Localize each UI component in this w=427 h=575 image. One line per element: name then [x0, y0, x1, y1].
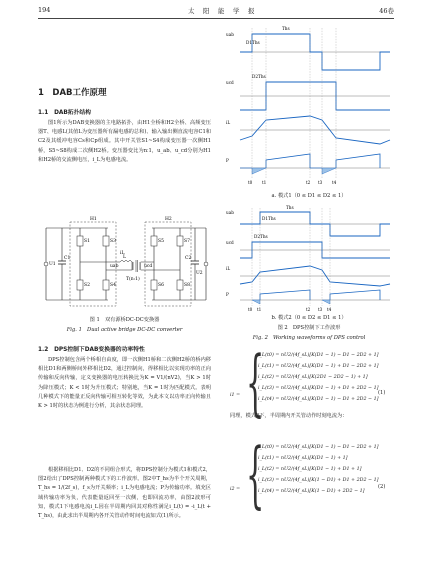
wave-a-ths-label: Ths: [282, 26, 290, 31]
figure-2b-subcaption: b. 模式2（0 ≤ D2 ≤ D1 ≤ 1）: [271, 315, 347, 321]
topology-paragraph: 图1所示为DAB变换器的主电路拓扑，由H1全桥和H2全桥、高频变压器T、电感L(其值L为变压器所有漏电感的总和)、输入输出侧直流电容C1和C2及其缓冲电容Cs和Cp组成。其中开关管S1~S4构成变压器一次侧H1桥，S5~S8构成二次侧H2桥。变压器变比为n∶1，u_ab、u_cd分别为H1和H2桥的交流侧电压，i_L为电感电流。: [38, 120, 211, 163]
equation-1-lhs: i1 =: [230, 393, 241, 398]
wave-a-p-label: P: [226, 158, 229, 163]
label-s7: S7: [184, 239, 190, 244]
equation-2-row: i_L(t1) = nU2/(4f_sL)[K(D1 − 1) + 1]: [258, 456, 348, 461]
figure-2a-subcaption: a. 模式1（0 ≤ D1 ≤ D2 ≤ 1）: [271, 193, 347, 199]
label-s1: S1: [84, 239, 90, 244]
label-s6: S6: [158, 283, 164, 288]
subsection-title-1-1: 1.1 DAB拓扑结构: [38, 110, 91, 116]
wave-b-p-label: P: [226, 292, 229, 297]
wave-b-t3: t3: [318, 307, 323, 312]
label-il: iL: [120, 251, 125, 256]
intro-paragraph: [38, 22, 211, 76]
wave-a-d2-label: D2Ths: [252, 74, 266, 79]
wave-a-t3: t3: [318, 180, 323, 185]
equation-2-number: (2): [378, 484, 386, 490]
wave-a-d1-label: D1Ths: [246, 40, 260, 45]
figure-1-circuit: [40, 214, 210, 312]
label-s2: S2: [84, 283, 90, 288]
wave-b-t2: t2: [306, 307, 311, 312]
label-l: L: [123, 255, 126, 260]
header-rule: [38, 18, 394, 19]
equation-2-rows: [258, 442, 378, 497]
label-s3: S3: [110, 239, 116, 244]
wave-b-ucd-label: ucd: [226, 240, 234, 245]
wave-a-t1: t1: [262, 180, 267, 185]
equation-2-brace: {: [246, 432, 265, 516]
figure-2a-waveforms: [226, 22, 392, 192]
wave-b-ths-label: Ths: [286, 205, 294, 210]
volume-label: 46卷: [379, 7, 394, 15]
figure-2b-waveforms: [226, 204, 392, 312]
label-s4: S4: [110, 283, 116, 288]
wave-a-t4: t4: [332, 180, 337, 185]
equation-1-number: (1): [378, 390, 386, 396]
figure-2-caption-en: Fig. 2 Working waveforms of DPS control: [252, 335, 366, 341]
equation-2-row: i_L(t2) = nU2/(4f_sL)[K(D1 − 1) + D1 + 1]: [258, 467, 362, 472]
figure-1-caption-en: Fig. 1 Dual active bridge DC-DC converter: [66, 327, 183, 333]
wave-b-uab-label: uab: [226, 210, 234, 215]
label-u2: U2: [196, 271, 203, 276]
wave-b-t0: t0: [248, 307, 253, 312]
dps-paragraph-1: DPS控制包含两个桥相自由度，即一次侧H1桥和二次侧H2桥的桥内移相比D1和两侧桥间外移相比D2，通过控制向，得移相比以实现功率的正向传输和反向传输，定义变换器的电压转换比为K = V1/(nV2)，当K > 1时为降压模式；K < 1时为升压模式；特别地，当K = 1时为匹配模式。表明几种模式下的能量正反向传输可相互转化等效，为此本文以功率正向传输且K > 1时的状态为例进行分析，其余状态同理。: [38, 357, 211, 410]
label-s8: S8: [184, 283, 190, 288]
equation-1-rows: [258, 350, 378, 405]
label-transformer: T(n:1): [126, 277, 140, 282]
wave-a-t2: t2: [306, 180, 311, 185]
equation-2-row: i_L(t4) = nU2/(4f_sL)[K(1 − D1) + 2D2 − 1]: [258, 489, 365, 494]
label-ucd: ucd: [144, 264, 153, 269]
subsection-title-1-2: 1.2 DPS控制下DAB变换器的功率特性: [38, 347, 145, 353]
wave-b-t1: t1: [257, 307, 262, 312]
wave-b-d1-label: D1Ths: [262, 216, 276, 221]
label-h2: H2: [165, 217, 172, 222]
equation-1-row: i_L(t2) = nU2/(4f_sL)[K(2D1 − 2D2 − 1) + 1]: [258, 375, 368, 380]
label-u1: U1: [49, 262, 56, 267]
page-number: 194: [38, 6, 51, 14]
wave-a-uab-label: uab: [226, 32, 234, 37]
wave-a-t0: t0: [248, 180, 253, 185]
equation-1-row: i_L(t0) = nU2/(4f_sL)[K(D1 − 1) − D1 − 2D2 + 1]: [258, 353, 379, 358]
page-header: [38, 6, 394, 18]
equation-1-brace: {: [246, 340, 265, 424]
figure-2-caption-cn: 图 2 DPS控制下工作波形: [277, 325, 341, 331]
section-title: 1 DAB工作原理: [38, 88, 107, 98]
label-s5: S5: [158, 239, 164, 244]
label-c1: C1: [64, 256, 71, 261]
equation-1-row: i_L(t3) = nU2/(4f_sL)[K(D1 − 1) + D1 + 2D2 − 1]: [258, 386, 379, 391]
equation-2-row: i_L(t3) = nU2/(4f_sL)[K(1 − D1) + D1 + 2D2 − 1]: [258, 478, 379, 483]
equation-2-row: i_L(t0) = nU2/(4f_sL)[K(D1 − 1) − D1 − 2D2 + 1]: [258, 445, 379, 450]
equation-2-intro: 同理，模式2下，半周期内开关管动作时刻电流为：: [230, 413, 348, 419]
wave-a-il-label: iL: [226, 120, 231, 125]
equation-2-lhs: i2 =: [230, 487, 241, 492]
equation-1-row: i_L(t4) = nU2/(4f_sL)[K(D1 − 1) − D1 + 2D2 − 1]: [258, 397, 379, 402]
journal-name: 太 阳 能 学 报: [188, 7, 256, 15]
dps-paragraph-2: 根据移相比D1、D2的不同组合形式，将DPS控制分为模式1和模式2，图2给出了DPS控制两种模式下的工作波形。图2中T_hs为半个开关周期，T_hs = 1/(2f_s)，f_s为开关频率；i_L为电感电流；P为传输功率。填充区域传输功率为负，代表能量返回至一次侧，也即回流功率，由图2波形可知，模式1下电感电流i_L因在半周期内回其对称性满足i_L(t) = -i_L(t + T_hs)，由此求出半周期内各开关管动作时间电流如式(1)所示。: [38, 467, 211, 520]
label-h1: H1: [90, 217, 97, 222]
label-c2: C2: [185, 256, 192, 261]
figure-1-caption-cn: 图 1 双有源桥DC-DC变换器: [89, 317, 160, 323]
label-uab: uab: [110, 264, 119, 269]
wave-b-t4: t4: [327, 307, 332, 312]
wave-b-il-label: iL: [226, 266, 231, 271]
wave-b-d2-label: D2Ths: [254, 234, 268, 239]
equation-1-row: i_L(t1) = nU2/(4f_sL)[K(D1 − 1) + D1 − 2D2 + 1]: [258, 364, 379, 369]
wave-a-ucd-label: ucd: [226, 80, 234, 85]
